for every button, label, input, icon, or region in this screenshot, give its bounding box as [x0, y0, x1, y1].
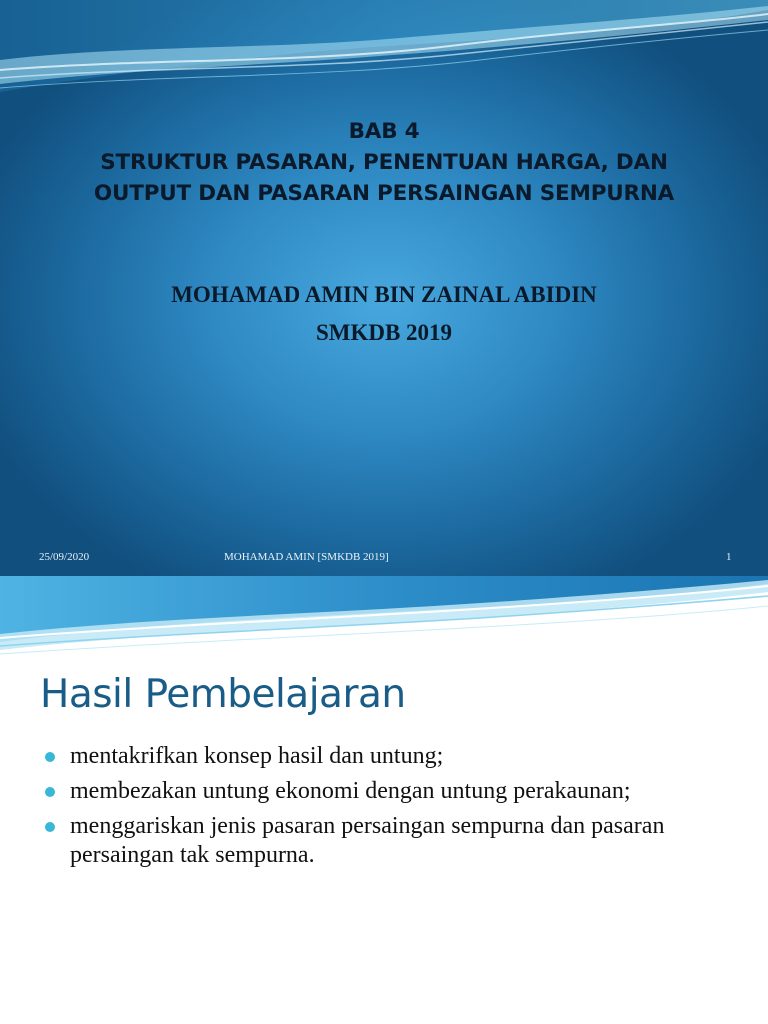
slide-title — [0, 116, 768, 209]
bullet-text: menggariskan jenis pasaran persaingan sempurna dan pasaran persaingan tak sempurna. — [70, 813, 665, 868]
title-line: STRUKTUR PASARAN, PENENTUAN HARGA, DAN — [100, 150, 668, 175]
list-item — [44, 742, 744, 771]
title-line: OUTPUT DAN PASARAN PERSAINGAN SEMPURNA — [93, 181, 675, 206]
author-block — [0, 276, 768, 352]
bullet-icon — [45, 787, 55, 797]
title-line: BAB 4 — [348, 119, 420, 144]
footer-text: MOHAMAD AMIN [SMKDB 2019] — [224, 551, 389, 563]
slide-number: 1 — [726, 551, 732, 563]
list-item — [44, 812, 744, 870]
list-item — [44, 777, 744, 806]
bullet-icon — [45, 822, 55, 832]
content-slide — [0, 576, 768, 1024]
bullet-list — [44, 742, 744, 876]
footer-date: 25/09/2020 — [39, 551, 90, 563]
bullet-icon — [45, 752, 55, 762]
author-name: MOHAMAD AMIN BIN ZAINAL ABIDIN — [171, 282, 597, 307]
bullet-text: membezakan untung ekonomi dengan untung perakaunan; — [70, 778, 631, 804]
bullet-text: mentakrifkan konsep hasil dan untung; — [70, 743, 444, 769]
slide-heading: Hasil Pembelajaran — [40, 672, 406, 717]
school-year: SMKDB 2019 — [315, 320, 453, 345]
header-wave-decoration — [0, 576, 768, 656]
